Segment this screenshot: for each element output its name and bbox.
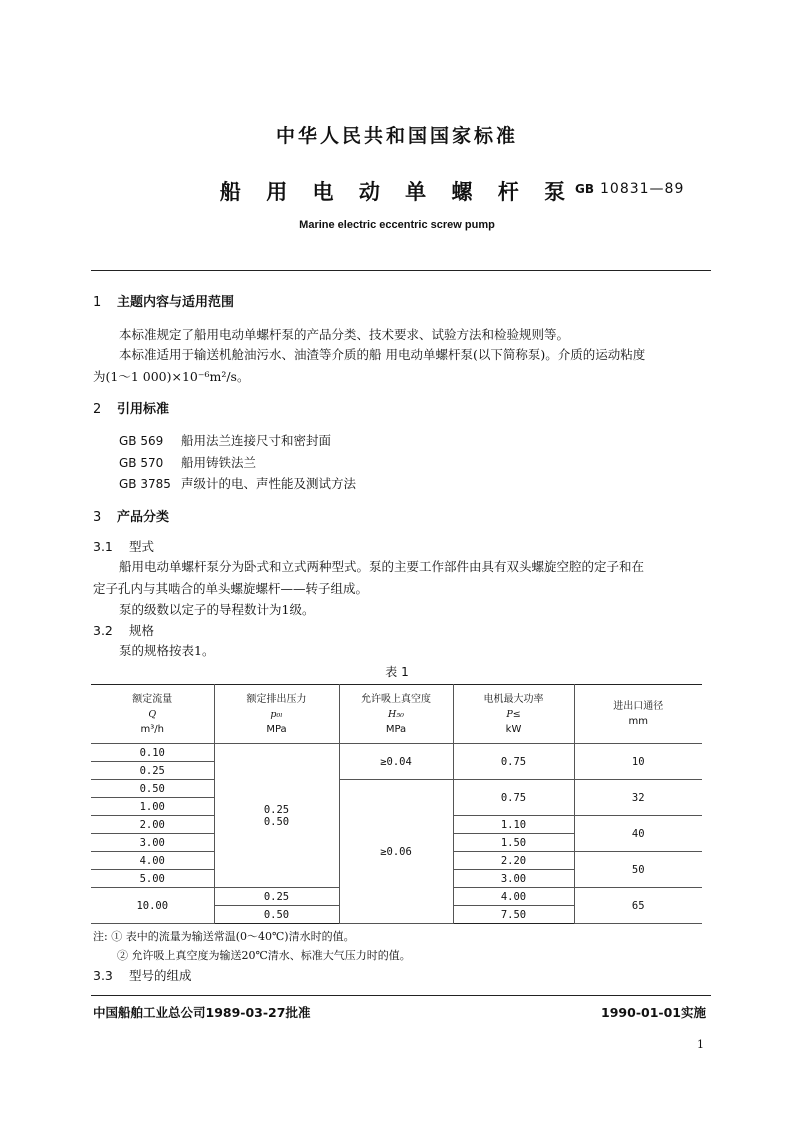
section-2-heading <box>93 398 169 417</box>
section-3-title: 产品分类 <box>117 510 170 525</box>
power-cell: 0.75 <box>453 780 574 816</box>
section-3-1-para-1b: 定子孔内与其啮合的单头螺旋螺杆——转子组成。 <box>93 581 369 596</box>
reference-item <box>119 474 356 492</box>
flow-cell: 0.50 <box>91 780 214 798</box>
table-note-1 <box>93 928 355 944</box>
section-3-2-title: 规格 <box>129 623 155 638</box>
reference-item <box>119 453 256 471</box>
section-3-1-number: 3.1 <box>93 539 113 554</box>
flow-cell: 10.00 <box>91 888 214 924</box>
pressure-cell: 0.50 <box>214 906 339 924</box>
note-1-text: ① 表中的流量为输送常温(0～40℃)清水时的值。 <box>111 930 355 943</box>
port-cell: 32 <box>574 780 702 816</box>
header-port: 进出口通径 mm <box>574 685 702 744</box>
header-pressure: 额定排出压力 p₀ₗ MPa <box>214 685 339 744</box>
page-number: 1 <box>697 1038 704 1051</box>
document-title: 船 用 电 动 单 螺 杆 泵 <box>219 180 575 204</box>
reference-item <box>119 431 331 449</box>
table-note-2: ② 允许吸上真空度为输送20℃清水、标准大气压力时的值。 <box>117 949 411 962</box>
reference-text: 声级计的电、声性能及测试方法 <box>181 476 357 491</box>
flow-cell: 1.00 <box>91 798 214 816</box>
power-cell: 4.00 <box>453 888 574 906</box>
flow-cell: 0.10 <box>91 744 214 762</box>
section-2-number: 2 <box>93 402 102 417</box>
header-rule <box>91 270 711 271</box>
section-3-2-number: 3.2 <box>93 623 113 638</box>
section-3-2-para: 泵的规格按表1。 <box>119 643 215 658</box>
reference-text: 船用法兰连接尺寸和密封面 <box>181 433 332 448</box>
flow-cell: 4.00 <box>91 852 214 870</box>
suction-cell: ≥0.06 <box>339 780 453 924</box>
table-header-row <box>91 685 702 744</box>
section-1-heading <box>93 291 234 310</box>
approval-date: 中国船舶工业总公司1989-03-27批准 <box>93 1005 311 1020</box>
power-cell: 1.10 <box>453 816 574 834</box>
gb-prefix: GB <box>575 182 594 196</box>
effective-date: 1990-01-01实施 <box>601 1005 706 1020</box>
table-row <box>91 780 702 798</box>
power-cell: 7.50 <box>453 906 574 924</box>
section-1-para-2a: 本标准适用于输送机舱油污水、油渣等介质的船 用电动单螺杆泵(以下简称泵)。介质的运动粘度 <box>119 347 646 362</box>
reference-code: GB 3785 <box>119 477 171 491</box>
suction-cell: ≥0.04 <box>339 744 453 780</box>
flow-cell: 3.00 <box>91 834 214 852</box>
section-3-1-heading <box>93 537 154 555</box>
port-cell: 65 <box>574 888 702 924</box>
header-suction: 允许吸上真空度 H₅₀ MPa <box>339 685 453 744</box>
table-caption: 表 1 <box>385 665 409 679</box>
header-power: 电机最大功率 P≤ kW <box>453 685 574 744</box>
standard-number <box>575 181 684 197</box>
footer-rule <box>91 995 711 996</box>
section-1-para-1: 本标准规定了船用电动单螺杆泵的产品分类、技术要求、试验方法和检验规则等。 <box>119 327 570 342</box>
table-row <box>91 744 702 762</box>
pressure-cell: 0.25 <box>214 888 339 906</box>
section-3-3-heading <box>93 966 192 984</box>
section-3-1-para-1a: 船用电动单螺杆泵分为卧式和立式两种型式。泵的主要工作部件由具有双头螺旋空腔的定子和在 <box>119 559 645 574</box>
section-1-title: 主题内容与适用范围 <box>117 295 235 310</box>
note-label: 注: <box>93 930 108 943</box>
port-cell: 10 <box>574 744 702 780</box>
section-3-1-para-2: 泵的级数以定子的导程数计为1级。 <box>119 602 315 617</box>
flow-cell: 2.00 <box>91 816 214 834</box>
section-3-2-heading <box>93 621 154 639</box>
power-cell: 2.20 <box>453 852 574 870</box>
reference-text: 船用铸铁法兰 <box>181 455 257 470</box>
reference-code: GB 570 <box>119 456 164 470</box>
gb-number: 10831—89 <box>600 181 685 197</box>
reference-code: GB 569 <box>119 434 164 448</box>
section-1-para-2b: 为(1～1 000)×10⁻⁶m²/s。 <box>93 369 250 384</box>
english-title: Marine electric eccentric screw pump <box>299 219 495 231</box>
section-3-1-title: 型式 <box>129 539 155 554</box>
port-cell: 50 <box>574 852 702 888</box>
section-2-title: 引用标准 <box>117 402 170 417</box>
national-standard-heading: 中华人民共和国国家标准 <box>275 125 518 147</box>
flow-cell: 5.00 <box>91 870 214 888</box>
spec-table <box>91 684 702 924</box>
section-3-heading <box>93 506 169 525</box>
section-1-number: 1 <box>93 295 102 310</box>
power-cell: 0.75 <box>453 744 574 780</box>
pressure-cell: 0.25 0.50 <box>214 744 339 888</box>
power-cell: 1.50 <box>453 834 574 852</box>
power-cell: 3.00 <box>453 870 574 888</box>
section-3-3-number: 3.3 <box>93 968 113 983</box>
header-flow: 额定流量 Q m³/h <box>91 685 214 744</box>
port-cell: 40 <box>574 816 702 852</box>
section-3-number: 3 <box>93 510 102 525</box>
flow-cell: 0.25 <box>91 762 214 780</box>
section-3-3-title: 型号的组成 <box>129 968 192 983</box>
